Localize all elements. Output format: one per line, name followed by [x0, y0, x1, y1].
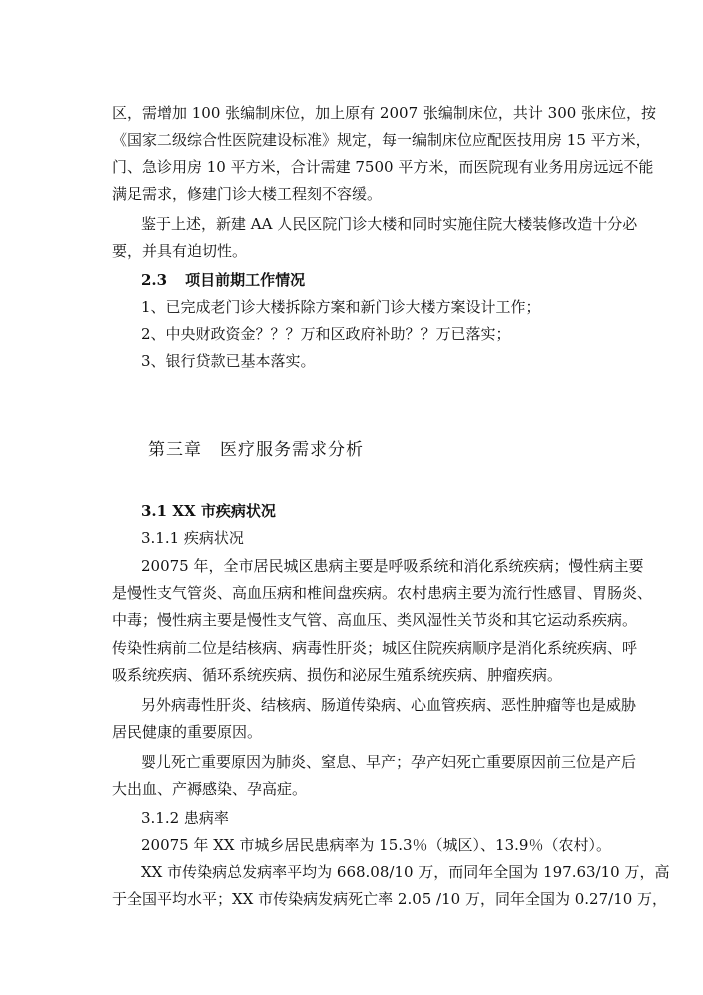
list-item: 2、中央财政资金？？？万和区政府补助？？万已落实； [141, 325, 511, 343]
section-heading-3-1 [141, 501, 276, 521]
section-heading-2-3 [141, 270, 305, 290]
subsection-heading-3-1-1: 3.1.1 疾病状况 [141, 529, 244, 547]
text-line: 要，并具有迫切性。 [112, 242, 248, 260]
text-line: 婴儿死亡重要原因为肺炎、窒息、早产；孕产妇死亡重要原因前三位是产后 [141, 753, 637, 771]
text-line: 于全国平均水平；XX 市传染病发病死亡率 2.05 /10 万，同年全国为 0.27/10 万， [112, 890, 668, 908]
text-line: 鉴于上述，新建 AA 人民区院门诊大楼和同时实施住院大楼装修改造十分必 [141, 215, 638, 233]
text-line: 居民健康的重要原因。 [112, 723, 263, 741]
list-item: 3、银行贷款已基本落实。 [141, 352, 316, 370]
chapter-number: 第三章 [148, 440, 202, 460]
text-line: 吸系统疾病、循环系统疾病、损伤和泌尿生殖系统疾病、肿瘤疾病。 [112, 666, 563, 684]
text-line: 是慢性支气管炎、高血压病和椎间盘疾病。农村患病主要为流行性感冒、胃肠炎、 [112, 584, 653, 602]
chapter-heading [148, 440, 364, 460]
section-title: 项目前期工作情况 [185, 271, 306, 289]
text-line: 《国家二级综合性医院建设标准》规定，每一编制床位应配医技用房 15 平方米， [112, 131, 651, 149]
text-line: 20075 年，全市居民城区患病主要是呼吸系统和消化系统疾病；慢性病主要 [141, 557, 644, 575]
text-line: 另外病毒性肝炎、结核病、肠道传染病、心血管疾病、恶性肿瘤等也是威胁 [141, 696, 637, 714]
text-line: 中毒；慢性病主要是慢性支气管、高血压、类风湿性关节炎和其它运动系疾病。 [112, 611, 638, 629]
chapter-title: 医疗服务需求分析 [220, 440, 364, 460]
section-number: 2.3 [141, 271, 168, 289]
section-title: XX 市疾病状况 [172, 502, 276, 520]
text-line: 大出血、产褥感染、孕高症。 [112, 780, 308, 798]
list-item: 1、已完成老门诊大楼拆除方案和新门诊大楼方案设计工作； [141, 298, 541, 316]
subsection-heading-3-1-2: 3.1.2 患病率 [141, 809, 229, 827]
text-line: 区，需增加 100 张编制床位，加上原有 2007 张编制床位，共计 300 张床位，按 [112, 104, 657, 122]
text-line: 满足需求，修建门诊大楼工程刻不容缓。 [112, 185, 383, 203]
text-line: XX 市传染病总发病率平均为 668.08/10 万，而同年全国为 197.63/10 万，高 [141, 863, 670, 881]
text-line: 门、急诊用房 10 平方米，合计需建 7500 平方米，而医院现有业务用房远远不能 [112, 158, 654, 176]
text-line: 传染性病前二位是结核病、病毒性肝炎；城区住院疾病顺序是消化系统疾病、呼 [112, 639, 638, 657]
section-number: 3.1 [141, 502, 168, 520]
text-line: 20075 年 XX 市城乡居民患病率为 15.3％（城区）、13.9％（农村）。 [141, 836, 611, 854]
